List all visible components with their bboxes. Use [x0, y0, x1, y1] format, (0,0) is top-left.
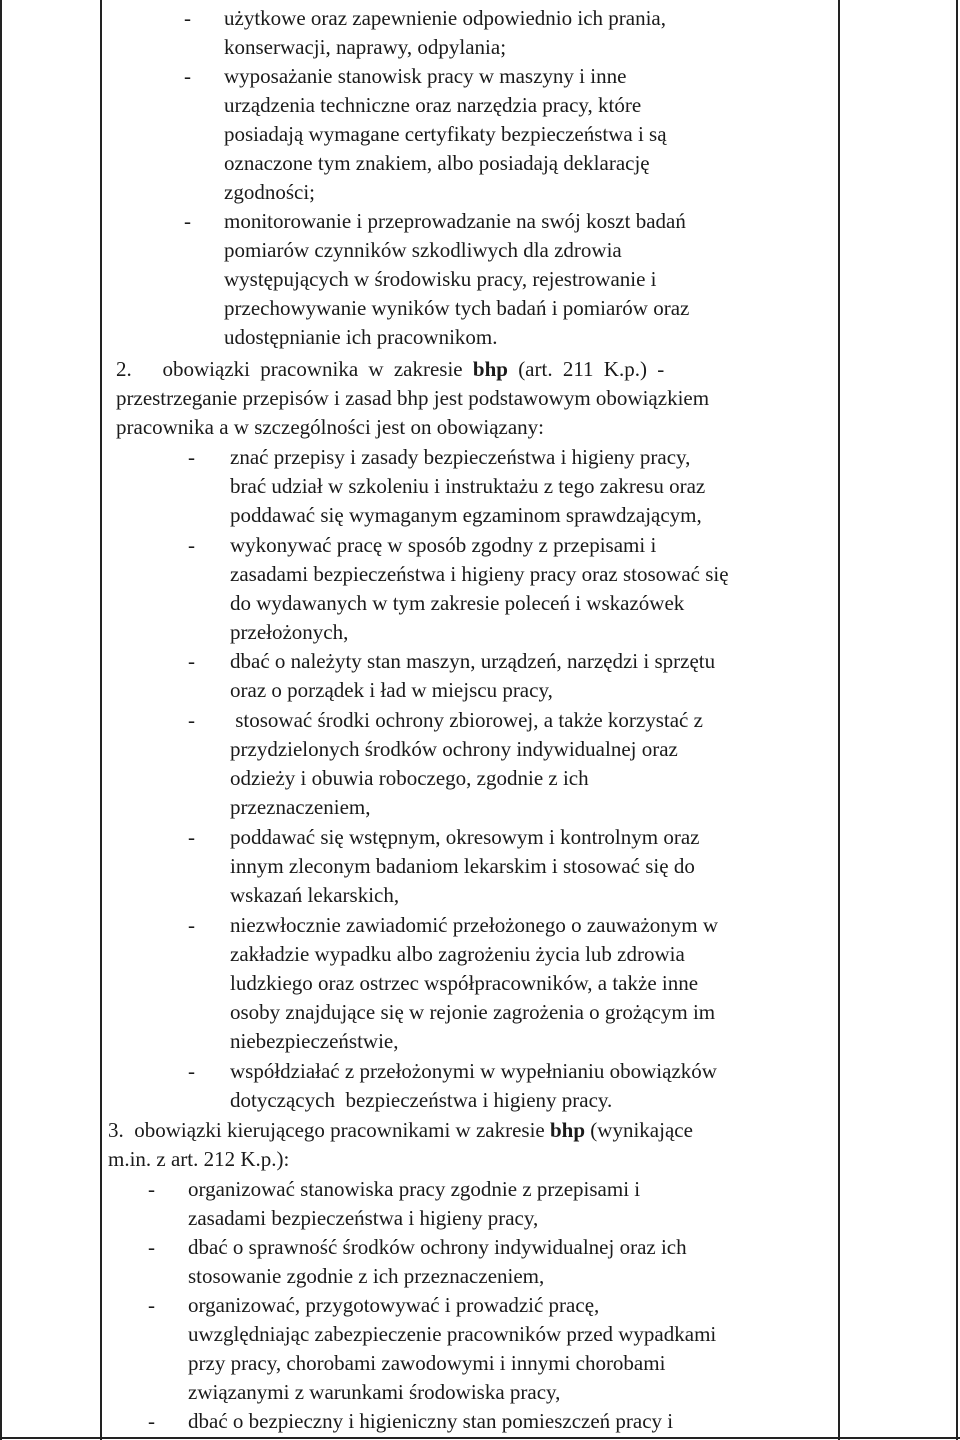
list-item-text: posiadają wymagane certyfikaty bezpieczeństwa i są: [224, 122, 667, 146]
list-item-text: zgodności;: [224, 180, 315, 204]
list-item-text: zasadami bezpieczeństwa i higieny pracy,: [188, 1206, 539, 1230]
list-item-text: zasadami bezpieczeństwa i higieny pracy oraz stosować się: [230, 562, 729, 586]
list-item-text: urządzenia techniczne oraz narzędzia pracy, które: [224, 93, 642, 117]
list-item-text: wskazań lekarskich,: [230, 883, 400, 907]
list-item-text: brać udział w szkoleniu i instruktażu z tego zakresu oraz: [230, 474, 706, 498]
list-item-text: przeznaczeniem,: [230, 795, 371, 819]
list-item-text: innym zleconym badaniom lekarskim i stosować się do: [230, 854, 695, 878]
section-heading-suffix: (wynikające: [590, 1118, 693, 1142]
list-item-text: udostępnianie ich pracownikom.: [224, 325, 498, 349]
section-3-heading: [108, 1116, 693, 1174]
list-dash: -: [188, 445, 195, 469]
list-item-text: ludzkiego oraz ostrzec współpracowników, a także inne: [230, 971, 699, 995]
paragraph-line: pracownika a w szczególności jest on obowiązany:: [116, 415, 545, 439]
section-heading-bold: bhp: [472, 357, 508, 381]
list-dash: -: [148, 1235, 155, 1259]
list-item: [148, 1291, 717, 1407]
list-item-text: oraz o porządek i ład w miejscu pracy,: [230, 678, 553, 702]
list-item-text: występujących w środowisku pracy, rejestrowanie i: [224, 267, 657, 291]
list-item-text: monitorowanie i przeprowadzanie na swój koszt badań: [224, 209, 686, 233]
list-dash: -: [148, 1293, 155, 1317]
section-heading-suffix: (art. 211 K.p.) -: [518, 357, 665, 381]
list-dash: -: [184, 64, 191, 88]
list-item: [188, 911, 719, 1056]
list-item: [188, 647, 716, 705]
list-item-text: dbać o sprawność środków ochrony indywidualnej oraz ich: [188, 1235, 687, 1259]
list-dash: -: [188, 1059, 195, 1083]
section-heading-line2: m.in. z art. 212 K.p.):: [108, 1147, 290, 1171]
list-dash: -: [148, 1409, 155, 1433]
table-column-divider-left: [100, 0, 102, 1440]
list-item-text: stosować środki ochrony zbiorowej, a także korzystać z: [230, 708, 703, 732]
list-item: [188, 531, 729, 647]
list-dash: -: [188, 913, 195, 937]
list-item-text: użytkowe oraz zapewnienie odpowiednio ich prania,: [224, 6, 666, 30]
list-item-text: związanymi z warunkami środowiska pracy,: [188, 1380, 561, 1404]
list-item: [188, 706, 703, 822]
list-item: [184, 207, 690, 352]
list-item: [148, 1407, 674, 1436]
list-dash: -: [188, 825, 195, 849]
section-number: 2.: [116, 357, 132, 381]
table-border-left: [0, 0, 2, 1440]
list-item-text: uwzględniając zabezpieczenie pracowników przed wypadkami: [188, 1322, 717, 1346]
list-dash: -: [188, 708, 195, 732]
list-item-text: organizować, przygotowywać i prowadzić pracę,: [188, 1293, 600, 1317]
list-item: [184, 4, 666, 62]
section-heading-text: obowiązki pracownika w zakresie: [162, 357, 463, 381]
list-item: [188, 443, 706, 530]
list-item-text: poddawać się wymaganym egzaminom sprawdzającym,: [230, 503, 702, 527]
list-item: [148, 1175, 641, 1233]
list-item-text: zakładzie wypadku albo zagrożeniu życia lub zdrowia: [230, 942, 685, 966]
list-item: [188, 823, 700, 910]
list-item-text: osoby znajdujące się w rejonie zagrożenia o grożącym im: [230, 1000, 716, 1024]
section-heading-text: obowiązki kierującego pracownikami w zakresie: [134, 1118, 545, 1142]
table-border-right: [956, 0, 958, 1440]
paragraph-line: przestrzeganie przepisów i zasad bhp jest podstawowym obowiązkiem: [116, 386, 710, 410]
list-dash: -: [184, 6, 191, 30]
list-item-text: stosowanie zgodnie z ich przeznaczeniem,: [188, 1264, 545, 1288]
section-2-intro: [116, 384, 709, 442]
list-item: [148, 1233, 687, 1291]
list-item-text: do wydawanych w tym zakresie poleceń i wskazówek: [230, 591, 685, 615]
list-item-text: odzieży i obuwia roboczego, zgodnie z ich: [230, 766, 589, 790]
list-item-text: współdziałać z przełożonymi w wypełnianiu obowiązków: [230, 1059, 717, 1083]
list-item-text: znać przepisy i zasady bezpieczeństwa i higieny pracy,: [230, 445, 691, 469]
list-item-text: przy pracy, chorobami zawodowymi i innymi chorobami: [188, 1351, 666, 1375]
list-dash: -: [188, 649, 195, 673]
section-2-heading: [116, 355, 836, 384]
table-column-divider-right: [838, 0, 840, 1440]
list-item: [188, 1057, 717, 1115]
list-item-text: dbać o należyty stan maszyn, urządzeń, narzędzi i sprzętu: [230, 649, 716, 673]
list-item-text: pomiarów czynników szkodliwych dla zdrowia: [224, 238, 622, 262]
list-item-text: poddawać się wstępnym, okresowym i kontrolnym oraz: [230, 825, 700, 849]
list-dash: -: [188, 533, 195, 557]
section-number: 3.: [108, 1118, 124, 1142]
section-heading-bold: bhp: [550, 1118, 586, 1142]
list-item-text: przydzielonych środków ochrony indywidualnej oraz: [230, 737, 678, 761]
list-item-text: wyposażanie stanowisk pracy w maszyny i inne: [224, 64, 627, 88]
list-item-text: dbać o bezpieczny i higieniczny stan pomieszczeń pracy i: [188, 1409, 674, 1433]
list-item-text: oznaczone tym znakiem, albo posiadają deklarację: [224, 151, 650, 175]
list-item-text: przechowywanie wyników tych badań i pomiarów oraz: [224, 296, 690, 320]
list-item-text: przełożonych,: [230, 620, 349, 644]
list-dash: -: [148, 1177, 155, 1201]
list-item-text: konserwacji, naprawy, odpylania;: [224, 35, 507, 59]
list-dash: -: [184, 209, 191, 233]
list-item: [184, 62, 667, 207]
list-item-text: niezwłocznie zawiadomić przełożonego o zauważonym w: [230, 913, 719, 937]
list-item-text: niebezpieczeństwie,: [230, 1029, 399, 1053]
list-item-text: wykonywać pracę w sposób zgodny z przepisami i: [230, 533, 657, 557]
list-item-text: organizować stanowiska pracy zgodnie z przepisami i: [188, 1177, 641, 1201]
list-item-text: dotyczących bezpieczeństwa i higieny pracy.: [230, 1088, 613, 1112]
table-border-bottom: [0, 1437, 960, 1439]
